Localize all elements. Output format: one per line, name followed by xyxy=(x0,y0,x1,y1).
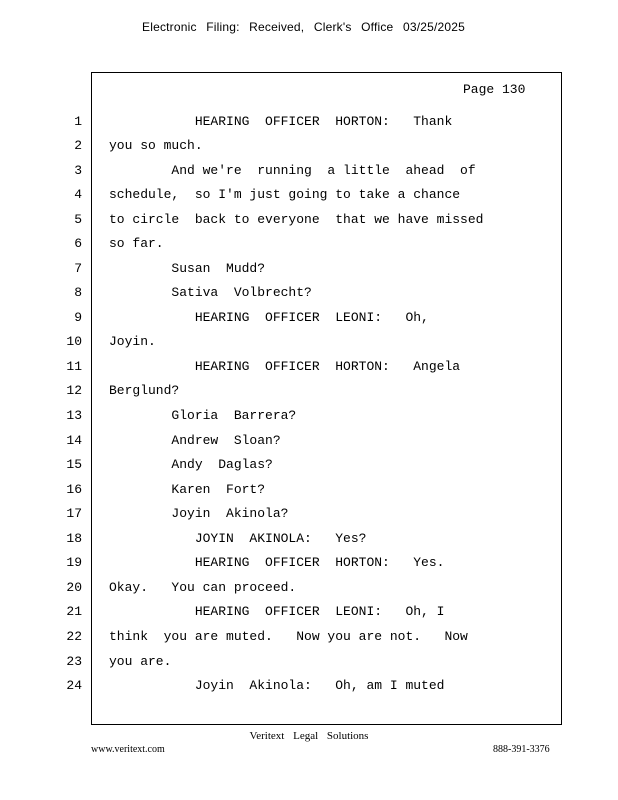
line-number: 21 xyxy=(66,604,82,619)
line-number: 10 xyxy=(66,334,82,349)
line-text: to circle back to everyone that we have missed xyxy=(109,212,484,227)
line-text: HEARING OFFICER HORTON: Yes. xyxy=(109,555,445,570)
line-text: Susan Mudd? xyxy=(109,261,266,276)
line-text: you so much. xyxy=(109,138,203,153)
line-number: 5 xyxy=(74,212,82,227)
line-text: Joyin Akinola? xyxy=(109,506,289,521)
line-number: 13 xyxy=(66,408,82,423)
line-number: 7 xyxy=(74,261,82,276)
line-number: 1 xyxy=(74,114,82,129)
line-text: think you are muted. Now you are not. Now xyxy=(109,629,468,644)
line-text: Okay. You can proceed. xyxy=(109,580,297,595)
line-number: 3 xyxy=(74,163,82,178)
filing-header: Electronic Filing: Received, Clerk's Office 03/25/2025 xyxy=(142,20,466,34)
line-text: HEARING OFFICER HORTON: Thank xyxy=(109,114,453,129)
line-text: HEARING OFFICER LEONI: Oh, xyxy=(109,310,429,325)
line-number: 15 xyxy=(66,457,82,472)
line-number: 22 xyxy=(66,629,82,644)
line-text: Karen Fort? xyxy=(109,482,266,497)
line-number: 24 xyxy=(66,678,82,693)
line-text: HEARING OFFICER LEONI: Oh, I xyxy=(109,604,445,619)
line-number: 6 xyxy=(74,236,82,251)
line-number: 9 xyxy=(74,310,82,325)
line-number: 17 xyxy=(66,506,82,521)
footer-phone: 888-391-3376 xyxy=(493,744,550,755)
line-number: 11 xyxy=(66,359,82,374)
footer-website: www.veritext.com xyxy=(91,744,165,755)
line-text: Berglund? xyxy=(109,383,180,398)
line-text: schedule, so I'm just going to take a chance xyxy=(109,187,461,202)
line-text: JOYIN AKINOLA: Yes? xyxy=(109,531,367,546)
footer-company: Veritext Legal Solutions xyxy=(249,730,369,742)
line-number: 2 xyxy=(74,138,82,153)
line-number: 12 xyxy=(66,383,82,398)
line-number: 4 xyxy=(74,187,82,202)
line-number: 14 xyxy=(66,433,82,448)
line-text: you are. xyxy=(109,654,172,669)
line-text: Sativa Volbrecht? xyxy=(109,285,312,300)
line-number: 16 xyxy=(66,482,82,497)
line-number: 20 xyxy=(66,580,82,595)
line-number: 19 xyxy=(66,555,82,570)
line-text: so far. xyxy=(109,236,164,251)
line-number: 8 xyxy=(74,285,82,300)
line-text: Gloria Barrera? xyxy=(109,408,297,423)
line-number: 23 xyxy=(66,654,82,669)
line-text: HEARING OFFICER HORTON: Angela xyxy=(109,359,461,374)
page-number: Page 130 xyxy=(463,82,526,97)
line-text: Andrew Sloan? xyxy=(109,433,281,448)
line-number: 18 xyxy=(66,531,82,546)
line-text: Joyin Akinola: Oh, am I muted xyxy=(109,678,445,693)
line-text: And we're running a little ahead of xyxy=(109,163,476,178)
line-text: Andy Daglas? xyxy=(109,457,273,472)
line-text: Joyin. xyxy=(109,334,156,349)
